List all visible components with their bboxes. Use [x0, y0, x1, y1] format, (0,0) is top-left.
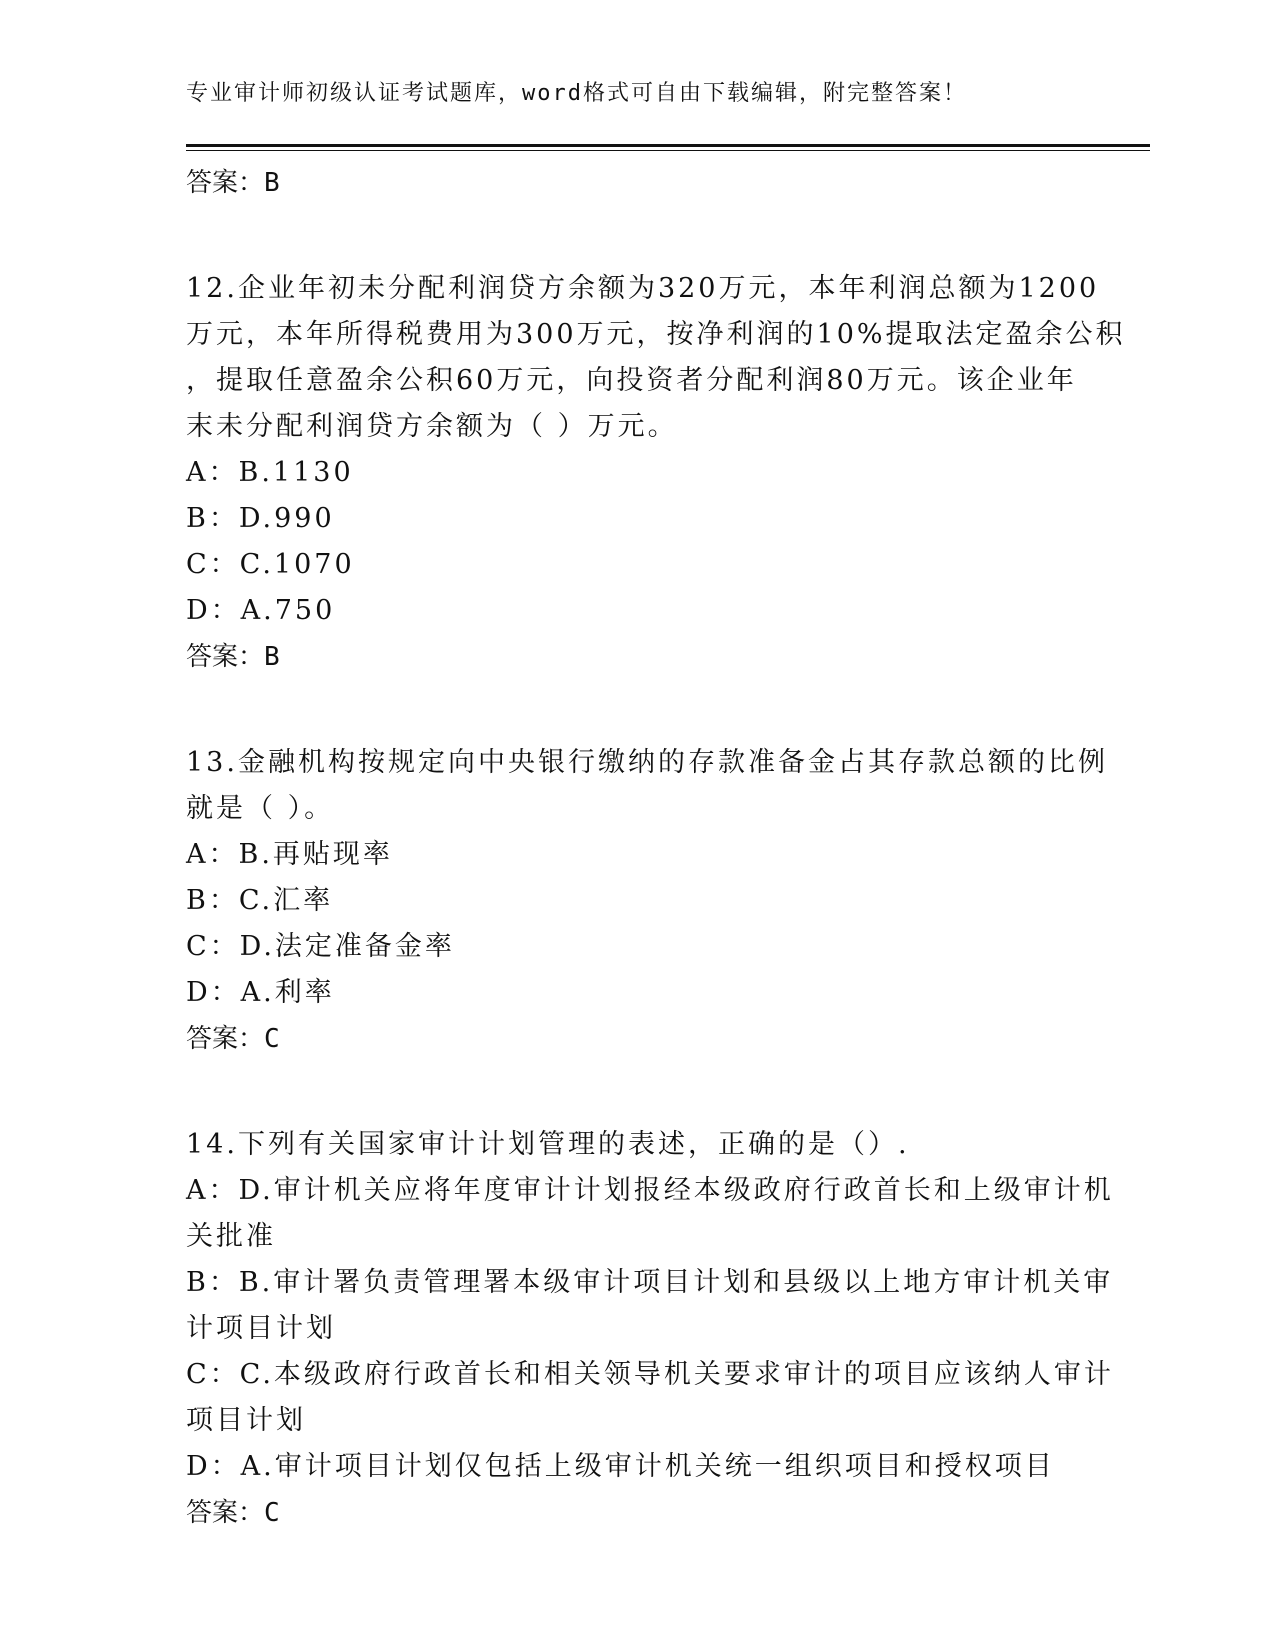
question-block	[186, 740, 1108, 1062]
question-text: 万元，本年所得税费用为300万元，按净利润的10%提取法定盈余公积	[186, 319, 1126, 350]
question-text: ，提取任意盈余公积60万元，向投资者分配利润80万元。该企业年	[186, 365, 1077, 396]
option-b: B：B.审计署负责管理署本级审计项目计划和县级以上地方审计机关审	[186, 1267, 1114, 1298]
option-a: A：B.再贴现率	[186, 839, 393, 870]
option-d: D：A.750	[186, 595, 336, 626]
answer-line: 答案：C	[186, 1024, 280, 1054]
question-text: 就是（ ）。	[186, 793, 335, 824]
option-b-continued: 计项目计划	[186, 1313, 336, 1344]
option-d: D：A.利率	[186, 977, 335, 1008]
option-a-continued: 关批准	[186, 1221, 276, 1252]
document-body	[186, 160, 1126, 1536]
answer-line: 答案：B	[186, 168, 280, 198]
option-b: B：D.990	[186, 503, 335, 534]
spacer	[186, 680, 1086, 740]
spacer	[186, 206, 1086, 266]
question-text: 末未分配利润贷方余额为（ ）万元。	[186, 411, 678, 442]
option-c: C：C.本级政府行政首长和相关领导机关要求审计的项目应该纳人审计	[186, 1359, 1114, 1390]
question-block	[186, 1122, 1114, 1536]
question-block	[186, 266, 1126, 680]
header-divider-thick	[186, 144, 1150, 147]
answer-line: 答案：B	[186, 642, 280, 672]
option-c-continued: 项目计划	[186, 1405, 306, 1436]
question-text: 13.金融机构按规定向中央银行缴纳的存款准备金占其存款总额的比例	[186, 747, 1108, 778]
option-c: C：D.法定准备金率	[186, 931, 455, 962]
option-a: A：B.1130	[186, 457, 354, 488]
option-a: A：D.审计机关应将年度审计计划报经本级政府行政首长和上级审计机	[186, 1175, 1114, 1206]
question-text: 12.企业年初未分配利润贷方余额为320万元，本年利润总额为1200	[186, 273, 1100, 304]
page-header: 专业审计师初级认证考试题库，word格式可自由下载编辑，附完整答案！	[186, 81, 967, 106]
answer-line: 答案：C	[186, 1498, 280, 1528]
option-d: D：A.审计项目计划仅包括上级审计机关统一组织项目和授权项目	[186, 1451, 1055, 1482]
header-divider-thin	[186, 150, 1150, 151]
spacer	[186, 1062, 1086, 1122]
option-b: B：C.汇率	[186, 885, 334, 916]
option-c: C：C.1070	[186, 549, 355, 580]
question-text: 14.下列有关国家审计计划管理的表述，正确的是（）.	[186, 1129, 910, 1160]
